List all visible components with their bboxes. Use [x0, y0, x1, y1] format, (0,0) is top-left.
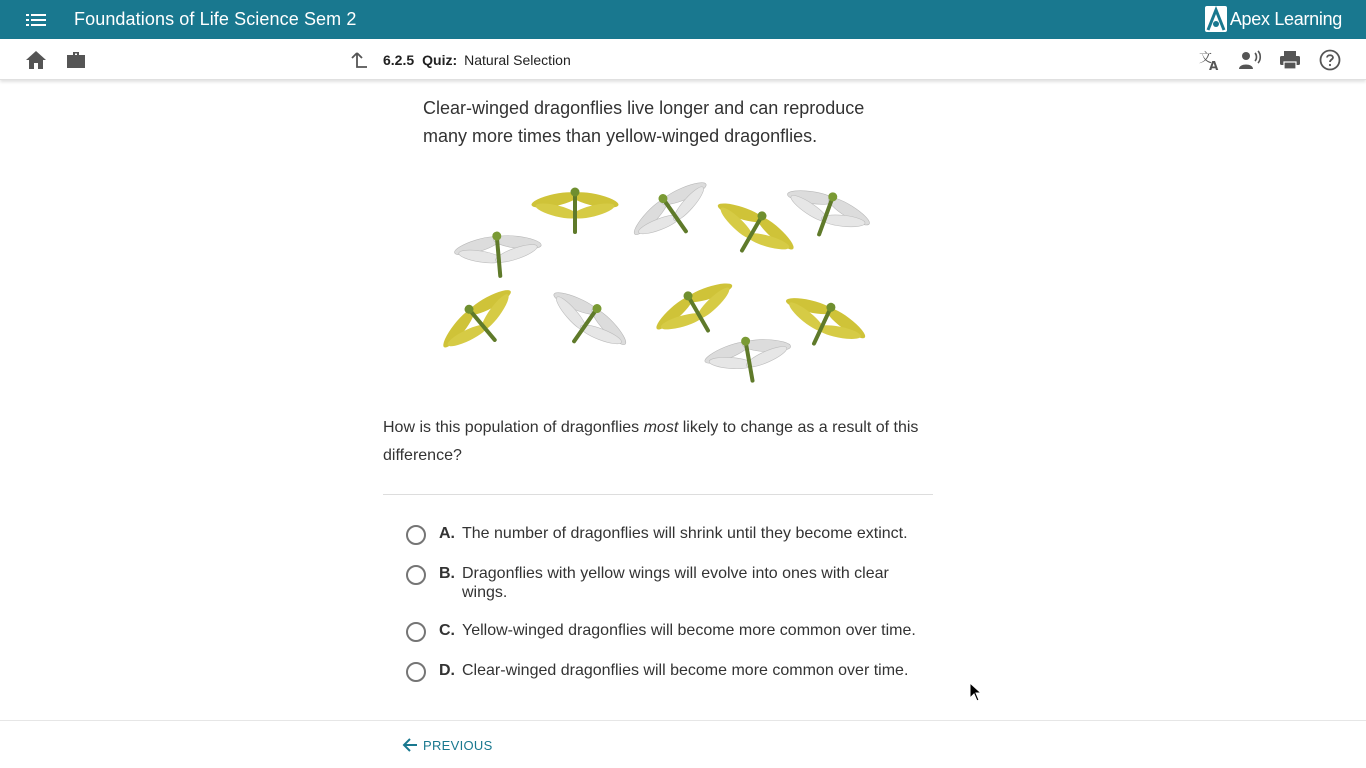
brand-name: Apex Learning: [1229, 8, 1342, 29]
translate-button[interactable]: [1198, 48, 1222, 72]
radio-button[interactable]: [406, 525, 426, 545]
question-text: [383, 414, 935, 470]
help-icon: [1319, 49, 1341, 71]
answer-choice-a[interactable]: [406, 524, 926, 545]
svg-text:文: 文: [1199, 51, 1213, 66]
course-title: Foundations of Life Science Sem 2: [74, 9, 357, 29]
answer-choice-b[interactable]: [406, 564, 926, 602]
radio-button[interactable]: [406, 662, 426, 682]
previous-button[interactable]: [400, 735, 493, 755]
apex-logo-icon: [1205, 6, 1227, 32]
home-icon: [25, 50, 47, 70]
lesson-number: 6.2.5: [383, 52, 415, 68]
help-button[interactable]: [1318, 48, 1342, 72]
question-emphasis: most: [643, 419, 679, 436]
up-level-button[interactable]: [346, 48, 370, 72]
print-button[interactable]: [1278, 48, 1302, 72]
choice-text: Clear-winged dragonflies will become more common over time.: [462, 662, 909, 679]
activity-type: Quiz:: [422, 52, 458, 68]
choice-text: Yellow-winged dragonflies will become more common over time.: [462, 622, 916, 639]
dragonflies-image: [423, 170, 893, 395]
mouse-cursor-icon: [969, 682, 983, 702]
quiz-content: [0, 80, 1366, 720]
translate-icon: [1199, 49, 1221, 71]
question-text-start: How is this population of dragonflies: [383, 419, 644, 436]
briefcase-button[interactable]: [64, 48, 88, 72]
arrow-up-left-icon: [348, 50, 368, 70]
briefcase-icon: [65, 50, 87, 70]
activity-title: Natural Selection: [464, 52, 571, 68]
svg-text:A: A: [1209, 59, 1219, 71]
list-menu-icon: [26, 12, 46, 28]
menu-button[interactable]: [0, 0, 72, 39]
choice-text: Dragonflies with yellow wings will evolve into ones with clear wings.: [462, 565, 889, 601]
question-intro: Clear-winged dragonflies live longer and can reproduce many more times than yellow-winged dragonflies.: [423, 98, 865, 146]
radio-button[interactable]: [406, 622, 426, 642]
arrow-left-icon: [400, 735, 420, 755]
radio-button[interactable]: [406, 565, 426, 585]
choice-letter: C.: [439, 622, 455, 639]
text-to-speech-button[interactable]: [1238, 48, 1262, 72]
secondary-toolbar: [0, 39, 1366, 80]
answer-choice-d[interactable]: [406, 661, 926, 682]
choice-letter: D.: [439, 662, 455, 679]
breadcrumb: [383, 52, 571, 68]
choice-letter: B.: [439, 565, 455, 582]
bottom-nav-bar: [0, 720, 1366, 768]
choice-text: The number of dragonflies will shrink until they become extinct.: [462, 525, 908, 542]
top-app-bar: [0, 0, 1366, 39]
print-icon: [1279, 50, 1301, 70]
choice-letter: A.: [439, 525, 455, 542]
previous-label: PREVIOUS: [423, 737, 493, 753]
answer-choice-c[interactable]: [406, 621, 926, 642]
divider: [383, 494, 933, 495]
question-text-end: likely to change as a result of this difference?: [383, 419, 919, 464]
home-button[interactable]: [24, 48, 48, 72]
apex-learning-logo: [1205, 6, 1342, 32]
text-to-speech-icon: [1238, 50, 1262, 70]
